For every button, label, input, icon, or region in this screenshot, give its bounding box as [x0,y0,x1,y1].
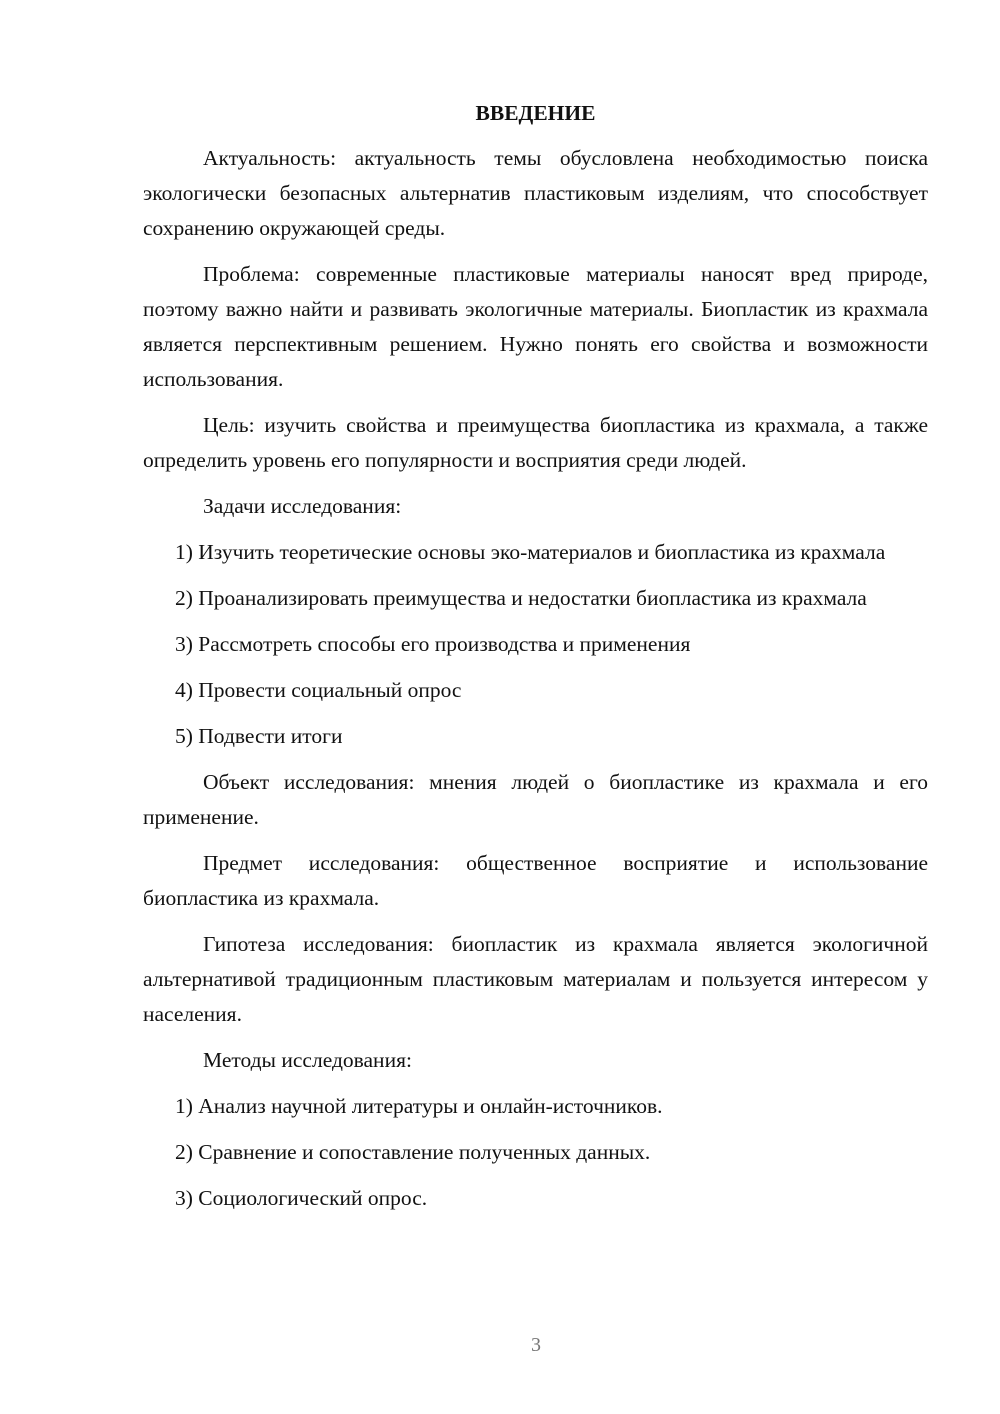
task-item-3: 3) Рассмотреть способы его производства и применения [175,632,691,656]
task-item-1: 1) Изучить теоретические основы эко-материалов и биопластика из крахмала [175,540,886,564]
section-heading: ВВЕДЕНИЕ [475,101,596,125]
page-number: 3 [531,1334,541,1356]
methods-label: Методы исследования: [203,1048,412,1072]
task-item-4: 4) Провести социальный опрос [175,678,462,702]
method-item-3: 3) Социологический опрос. [175,1186,428,1210]
problem-paragraph: Проблема: современные пластиковые материалы наносят вред природе, поэтому важно найти и развивать экологичные материалы. Биопластик из крахмала является перспективным решением. Нужно понять его свойства и возможности использования. [143,262,928,391]
goal-paragraph: Цель: изучить свойства и преимущества биопластика из крахмала, а также определить уровень его популярности и восприятия среди людей. [143,413,928,472]
object-paragraph: Объект исследования: мнения людей о биопластике из крахмала и его применение. [143,770,928,829]
subject-paragraph: Предмет исследования: общественное восприятие и использование биопластика из крахмала. [143,851,928,910]
hypothesis-paragraph: Гипотеза исследования: биопластик из крахмала является экологичной альтернативой традиционным пластиковым материалам и пользуется интересом у населения. [143,932,928,1026]
document-page [143,96,928,1227]
tasks-label: Задачи исследования: [203,494,402,518]
task-item-5: 5) Подвести итоги [175,724,343,748]
task-item-2: 2) Проанализировать преимущества и недостатки биопластика из крахмала [175,586,867,610]
method-item-1: 1) Анализ научной литературы и онлайн-источников. [175,1094,663,1118]
method-item-2: 2) Сравнение и сопоставление полученных данных. [175,1140,651,1164]
relevance-paragraph: Актуальность: актуальность темы обусловлена необходимостью поиска экологически безопасных альтернатив пластиковым изделиям, что способствует сохранению окружающей среды. [143,146,928,240]
